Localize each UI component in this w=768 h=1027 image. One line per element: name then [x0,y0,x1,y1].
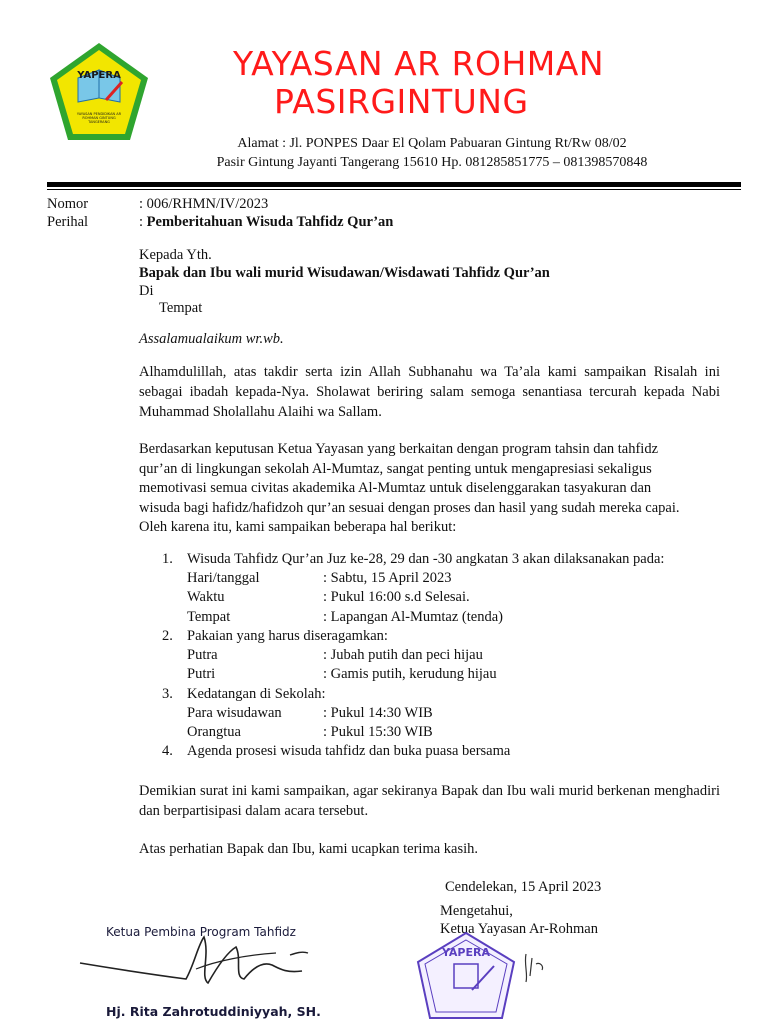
pembina-name: Hj. Rita Zahrotuddiniyyah, SH. [106,1004,321,1019]
list-item-text: Kedatangan di Sekolah: [187,686,326,702]
detail-label: Para wisudawan [187,705,282,721]
org-title-line1: YAYASAN AR ROHMAN [233,44,605,83]
paragraph-closing: Demikian surat ini kami sampaikan, agar sekiranya Bapak dan Ibu wali murid berkenan menghadiri dan berpartisipasi dalam acara tersebut. [139,783,720,819]
pembina-role: Ketua Pembina Program Tahfidz [106,925,296,939]
detail-value: : Pukul 14:30 WIB [323,705,433,721]
detail-value: : Sabtu, 15 April 2023 [323,570,452,586]
paragraph-decision-line: Berdasarkan keputusan Ketua Yayasan yang berkaitan dengan program tahsin dan tahfidz [139,441,659,457]
place-date: Cendelekan, 15 April 2023 [445,879,602,895]
list-number: 1. [162,551,173,567]
recipient-tempat: Tempat [159,300,203,316]
list-item-text: Agenda prosesi wisuda tahfidz dan buka puasa bersama [187,743,511,759]
paragraph-thanks: Atas perhatian Bapak dan Ibu, kami ucapkan terima kasih. [139,841,479,857]
detail-label: Waktu [187,589,225,605]
mengetahui: Mengetahui, [440,903,513,919]
paragraph-decision-line: wisuda bagi hafidz/hafidzoh qur’an sesuai dengan proses dan hasil yang sudah mereka capai. [139,500,680,516]
perihal-label: Perihal [47,214,89,230]
detail-label: Putra [187,647,218,663]
detail-label: Tempat [187,609,231,625]
greeting: Assalamualaikum wr.wb. [139,331,284,347]
detail-value: : Jubah putih dan peci hijau [323,647,483,663]
recipient-name: Bapak dan Ibu wali murid Wisudawan/Wisdawati Tahfidz Qur’an [139,265,550,281]
list-number: 3. [162,686,173,702]
logo-text: YAPERA [77,70,121,81]
kepada-yth: Kepada Yth. [139,247,212,263]
recipient-di: Di [139,283,154,299]
yapera-stamp [414,930,518,1022]
detail-value: : Lapangan Al-Mumtaz (tenda) [323,609,503,625]
paragraph-decision-line: memotivasi semua civitas akademika Al-Mumtaz untuk diselenggarakan tasyakuran dan [139,480,652,496]
paragraph-decision-line: qur’an di lingkungan sekolah Al-Mumtaz, sangat penting untuk mengapresiasi sekaligus [139,461,652,477]
list-item-text: Wisuda Tahfidz Qur’an Juz ke-28, 29 dan -30 angkatan 3 akan dilaksanakan pada: [187,551,665,567]
ketua-yayasan-title: Ketua Yayasan Ar-Rohman [440,921,598,937]
detail-value: : Pukul 16:00 s.d Selesai. [323,589,470,605]
paragraph-opening: Alhamdulillah, atas takdir serta izin Allah Subhanahu wa Ta’ala kami sampaikan Risalah ini sebagai ibadah kepada-Nya. Sholawat beriring salam semoga senantiasa tercurah kepada Nabi Muhammad Sholallahu Alaihi wa Sallam. [139,364,720,420]
perihal-value: Pemberitahuan Wisuda Tahfidz Qur’an [146,214,394,230]
list-number: 4. [162,743,173,759]
logo-pentagon-icon [46,40,152,144]
detail-value: : Pukul 15:30 WIB [323,724,433,740]
perihal-colon: : [139,214,144,230]
nomor-value: : 006/RHMN/IV/2023 [139,196,269,212]
address-line1: Alamat : Jl. PONPES Daar El Qolam Pabuaran Gintung Rt/Rw 08/02 [237,136,627,151]
detail-label: Putri [187,666,216,682]
detail-label: Hari/tanggal [187,570,260,586]
org-title-line2: PASIRGINTUNG [274,82,529,121]
list-item-text: Pakaian yang harus diseragamkan: [187,628,388,644]
detail-value: : Gamis putih, kerudung hijau [323,666,497,682]
stamp-pentagon-icon [414,930,518,1022]
list-number: 2. [162,628,173,644]
yapera-logo [46,40,152,144]
paragraph-decision-line: Oleh karena itu, kami sampaikan beberapa hal berikut: [139,519,457,535]
address-line2: Pasir Gintung Jayanti Tangerang 15610 Hp. 081285851775 – 081398570848 [216,155,648,170]
nomor-label: Nomor [47,196,89,212]
detail-label: Orangtua [187,724,241,740]
header-rule-thin [47,189,741,190]
perihal-line [139,213,393,232]
signature-left-icon [76,925,336,1005]
signature-right-icon [516,946,556,986]
header-rule-thick [47,182,741,187]
logo-subtext: YAYASAN PENDIDIKAN AR ROHMAN GINTUNG TANGERANG [76,112,122,124]
stamp-text: YAPERA [442,946,490,959]
